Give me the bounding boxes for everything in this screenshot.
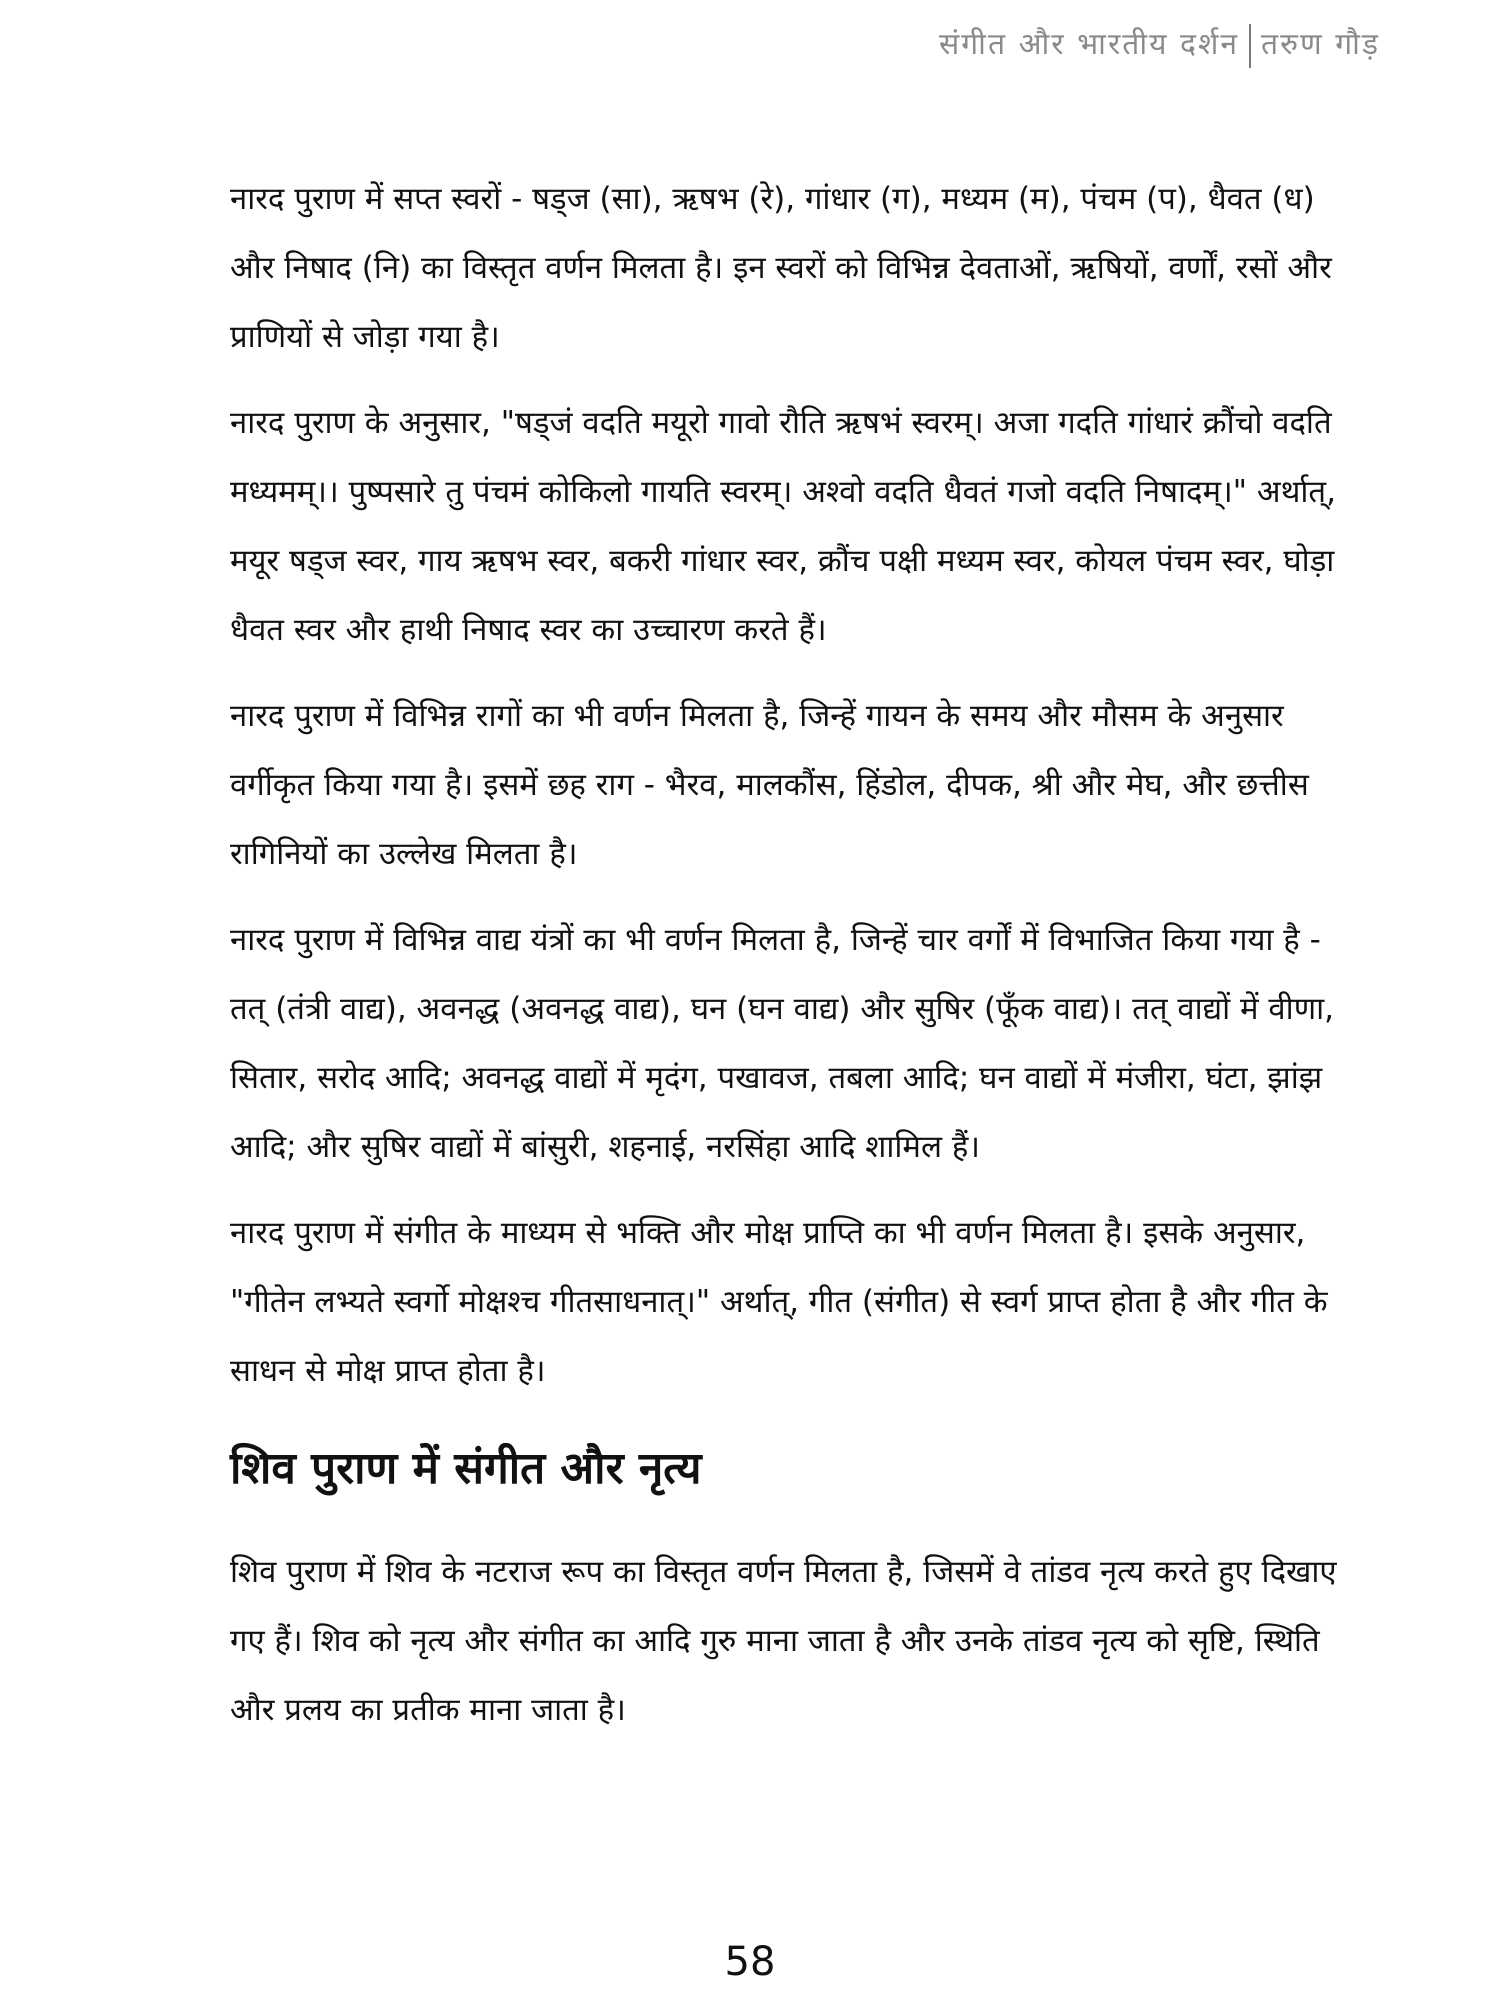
header-book-title: संगीत और भारतीय दर्शन xyxy=(939,27,1240,62)
paragraph-vadya-yantra: नारद पुराण में विभिन्न वाद्य यंत्रों का भी वर्णन मिलता है, जिन्हें चार वर्गों में विभाजित किया गया है - तत् (तंत्री वाद्य), अवनद्ध (अवनद्ध वाद्य), घन (घन वाद्य) और सुषिर (फूँक वाद्य)। तत् वाद्यों में वीणा, सितार, सरोद आदि; अवनद्ध वाद्यों में मृदंग, पखावज, तबला आदि; घन वाद्यों में मंजीरा, घंटा, झांझ आदि; और सुषिर वाद्यों में बांसुरी, शहनाई, नरसिंहा आदि शामिल हैं। xyxy=(230,922,1334,1165)
paragraph-raag: नारद पुराण में विभिन्न रागों का भी वर्णन मिलता है, जिन्हें गायन के समय और मौसम के अनुसार वर्गीकृत किया गया है। इसमें छह राग - भैरव, मालकौंस, हिंडोल, दीपक, श्री और मेघ, और छत्तीस रागिनियों का उल्लेख मिलता है। xyxy=(230,698,1309,872)
header-author: तरुण गौड़ xyxy=(1261,27,1380,62)
page-body xyxy=(230,165,1350,1762)
paragraph-swar-animals: नारद पुराण के अनुसार, "षड्जं वदति मयूरो गावो रौति ऋषभं स्वरम्। अजा गदति गांधारं क्रौंचो वदति मध्यमम्।। पुष्पसारे तु पंचमं कोकिलो गायति स्वरम्। अश्वो वदति धैवतं गजो वदति निषादम्।" अर्थात्, मयूर षड्ज स्वर, गाय ऋषभ स्वर, बकरी गांधार स्वर, क्रौंच पक्षी मध्यम स्वर, कोयल पंचम स्वर, घोड़ा धैवत स्वर और हाथी निषाद स्वर का उच्चारण करते हैं। xyxy=(230,405,1336,648)
section-heading: शिव पुराण में संगीत और नृत्य xyxy=(230,1443,702,1494)
paragraph-sapt-swar: नारद पुराण में सप्त स्वरों - षड्ज (सा), ऋषभ (रे), गांधार (ग), मध्यम (म), पंचम (प), धैवत (ध) और निषाद (नि) का विस्तृत वर्णन मिलता है। इन स्वरों को विभिन्न देवताओं, ऋषियों, वर्णों, रसों और प्राणियों से जोड़ा गया है। xyxy=(230,181,1332,355)
page-number: 58 xyxy=(724,1939,776,1985)
header-separator xyxy=(1249,24,1251,68)
running-header xyxy=(939,22,1380,68)
paragraph-shiv-natraj: शिव पुराण में शिव के नटराज रूप का विस्तृत वर्णन मिलता है, जिसमें वे तांडव नृत्य करते हुए दिखाए गए हैं। शिव को नृत्य और संगीत का आदि गुरु माना जाता है और उनके तांडव नृत्य को सृष्टि, स्थिति और प्रलय का प्रतीक माना जाता है। xyxy=(230,1554,1337,1728)
paragraph-bhakti-moksha: नारद पुराण में संगीत के माध्यम से भक्ति और मोक्ष प्राप्ति का भी वर्णन मिलता है। इसके अनुसार, "गीतेन लभ्यते स्वर्गो मोक्षश्च गीतसाधनात्।" अर्थात्, गीत (संगीत) से स्वर्ग प्राप्त होता है और गीत के साधन से मोक्ष प्राप्त होता है। xyxy=(230,1215,1328,1389)
